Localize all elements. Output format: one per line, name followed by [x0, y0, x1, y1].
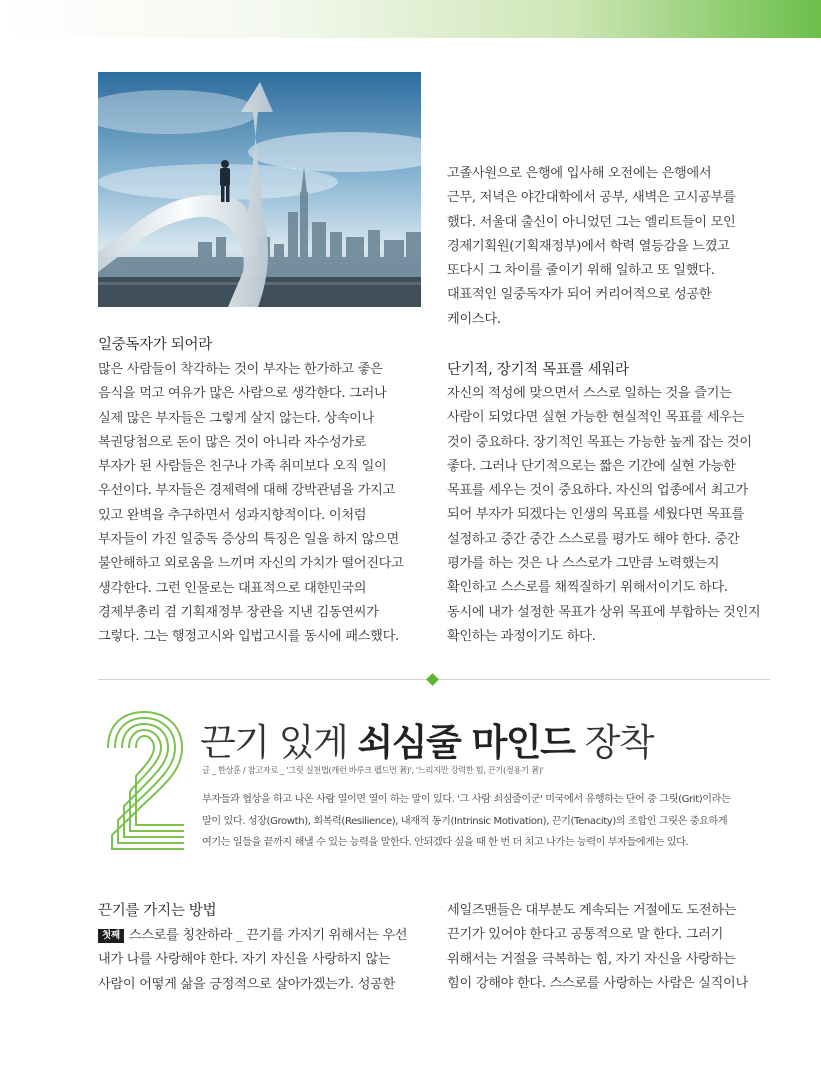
body-line: 확인하고 스스로를 채찍질하기 위해서이기도 하다.: [447, 580, 728, 596]
byline: 글 _ 한상훈 / 참고자료 _ '그릿 실천법(캐런 바루크 펠드먼 著)', '느리지만 강력한 힘, 끈기(정용기 著)': [202, 765, 544, 775]
first-line: 스스로를 칭찬하라 _ 끈기를 가지기 위해서는 우선: [128, 928, 408, 943]
left-heading: 일중독자가 되어라: [98, 337, 212, 353]
body-line: 근무, 저녁은 야간대학에서 공부, 새벽은 고시공부를: [447, 190, 736, 206]
body-line: 좋다. 그러나 단기적으로는 짧은 기간에 실현 가능한: [447, 458, 736, 474]
first-badge: 첫째: [98, 929, 124, 943]
body-line: 것이 중요하다. 장기적인 목표는 가능한 높게 잡는 것이: [447, 434, 752, 450]
top-gradient-bar: [0, 0, 821, 38]
body-line: 실제 많은 부자들은 그렇게 살지 않는다. 상속이나: [98, 410, 375, 426]
body-line: 또다시 그 차이를 줄이기 위해 일하고 또 일했다.: [447, 263, 715, 279]
divider-diamond: [426, 673, 439, 686]
body-line: 고졸사원으로 은행에 입사해 오전에는 은행에서: [447, 166, 712, 181]
body-line: 사람이 되었다면 실현 가능한 현실적인 목표를 세우는: [447, 410, 745, 426]
body-line: 부자가 된 사람들은 친구나 가족 취미보다 오직 일이: [98, 459, 387, 475]
section-title-part2: 장착: [574, 721, 654, 764]
section-intro: [202, 789, 730, 854]
left-body-text: [98, 358, 404, 650]
body-line: 끈기가 있어야 한다고 공통적으로 말 한다. 그러기: [447, 927, 724, 943]
body-line: 사람이 어떻게 삶을 긍정적으로 살아가겠는가. 성공한: [98, 976, 396, 992]
body-line: 대표적인 일중독자가 되어 커리어적으로 성공한: [447, 287, 712, 303]
body-line: 그렇다. 그는 행정고시와 입법고시를 동시에 패스했다.: [98, 629, 399, 645]
body-line: 평가를 하는 것은 나 스스로가 그만큼 노력했는지: [447, 556, 720, 572]
body-line: 음식을 먹고 여유가 많은 사람으로 생각한다. 그러나: [98, 386, 387, 402]
body-line: 내가 나를 사랑해야 한다. 자기 자신을 사랑하지 않는: [98, 952, 391, 968]
body-line: 자신의 적성에 맞으면서 스스로 일하는 것을 즐기는: [447, 386, 732, 401]
body-line: 불안해하고 외로움을 느끼며 자신의 가치가 떨어진다고: [98, 556, 404, 572]
bottom-left-heading: 끈기를 가지는 방법: [98, 903, 217, 919]
body-line: 목표를 세우는 것이 중요하다. 자신의 업종에서 최고가: [447, 483, 748, 499]
body-line: 했다. 서울대 출신이 아니었던 그는 엘리트들이 모인: [447, 214, 736, 230]
body-line: 있고 완벽을 추구하면서 성과지향적이다. 이처럼: [98, 507, 367, 523]
body-line: 복권당첨으로 돈이 많은 것이 아니라 자수성가로: [98, 434, 367, 450]
body-line: 세일즈맨들은 대부분도 계속되는 거절에도 도전하는: [447, 903, 737, 918]
body-line: 부자들이 가진 일중독 증상의 특징은 일을 하지 않으면: [98, 532, 399, 548]
body-line: 말이 있다. 성장(Growth), 회복력(Resilience), 내재적 동기(Intrinsic Motivation), 끈기(Tenacity)의 조합인 그릿은 중요하게: [202, 815, 728, 827]
body-line: 설정하고 중간 중간 스스로를 평가도 해야 한다. 중간: [447, 531, 740, 547]
right-body-text: [447, 382, 760, 649]
body-line: 케이스다.: [447, 311, 501, 327]
section-title: [200, 712, 653, 766]
body-line: 경제기획원(기획재정부)에서 학력 열등감을 느꼈고: [447, 238, 730, 254]
right-intro-text: [447, 162, 735, 332]
bottom-right-body: [447, 899, 748, 996]
body-line: 우선이다. 부자들은 경제력에 대해 강박관념을 가지고: [98, 483, 396, 499]
body-line: 힘이 강해야 한다. 스스로를 사랑하는 사람은 실직이나: [447, 975, 748, 991]
body-line: 위해서는 거절을 극복하는 힘, 자기 자신을 사랑하는: [447, 951, 736, 967]
section-number: [98, 708, 188, 853]
bottom-left-body: [98, 924, 407, 997]
body-line: 경제부총리 겸 기획재정부 장관을 지낸 김동연씨가: [98, 604, 379, 620]
right-heading: 단기적, 장기적 목표를 세워라: [447, 362, 629, 378]
body-line: 동시에 내가 설정한 목표가 상위 목표에 부합하는 것인지: [447, 604, 761, 620]
businessman-city-photo: [98, 72, 421, 307]
body-line: 생각한다. 그런 인물로는 대표적으로 대한민국의: [98, 580, 367, 596]
body-line: 부자들과 협상을 하고 나온 사람 열이면 열이 하는 말이 있다. '그 사람 쇠심줄이군' 미국에서 유행하는 단어 중 그릿(Grit)이라는: [202, 794, 731, 805]
section-title-bold: 쇠심줄 마인드: [357, 721, 575, 764]
body-line: 되어 부자가 되겠다는 인생의 목표를 세웠다면 목표를: [447, 507, 745, 523]
body-line: 많은 사람들이 착각하는 것이 부자는 한가하고 좋은: [98, 362, 383, 377]
body-line: 확인하는 과정이기도 하다.: [447, 628, 596, 644]
section-title-part1: 끈기 있게: [200, 721, 358, 764]
body-line: 여기는 일들을 끝까지 해낼 수 있는 능력을 말한다. 안되겠다 싶을 때 한 번 더 치고 나가는 능력이 부자들에게는 있다.: [202, 837, 689, 848]
